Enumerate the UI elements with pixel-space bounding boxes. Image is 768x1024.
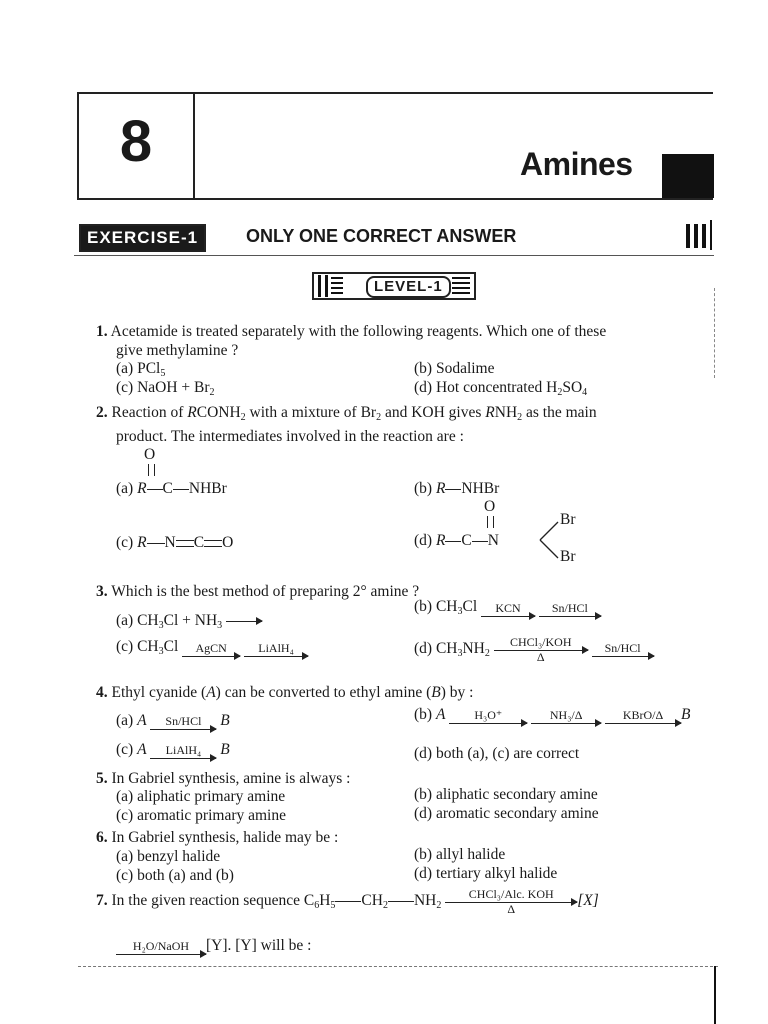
q1-text-1: Acetamide is treated separately with the following reagents. Which one of these: [110, 323, 607, 340]
chapter-number: 8: [119, 109, 153, 174]
q1-number: 1.: [96, 323, 108, 340]
q2-option-d: (d) R C N: [414, 532, 499, 549]
q2-a-double-bond: [148, 464, 155, 476]
q2-d-branch-bonds: [538, 516, 562, 562]
chapter-title-block: [662, 154, 714, 198]
q3-line1: 3. Which is the best method of preparing 2° amine ?: [96, 583, 420, 600]
q1-option-d: (d) Hot concentrated $H_2SO_4$: [414, 379, 588, 398]
q2-d-bromine-2: Br: [560, 548, 576, 565]
q2-line1: 2. Reaction of $RCONH_2$ with a mixture of $Br_2$ and KOH gives $RNH_2$ as the main: [96, 404, 597, 423]
q4-option-c: (c) A LiAlH₄ B: [116, 741, 230, 758]
q3-option-a: (a) $CH_3Cl + NH_3$: [116, 612, 262, 631]
q2-number: 2.: [96, 404, 108, 421]
bottom-edge-line: [714, 966, 716, 1024]
q4-number: 4.: [96, 684, 108, 701]
q3-number: 3.: [96, 583, 108, 600]
q4-option-b: (b) A H₃O⁺ NH₃/Δ KBrO/Δ B: [414, 706, 691, 723]
q6-option-b: (b) allyl halide: [414, 846, 506, 863]
chapter-title: Amines: [520, 146, 633, 182]
q1-option-b: (b) Sodalime: [414, 360, 495, 377]
q1-line1: [96, 322, 606, 341]
q6-option-d: (d) tertiary alkyl halide: [414, 865, 558, 882]
q2-d-bromine-1: Br: [560, 511, 576, 528]
bottom-cut-line: [78, 966, 718, 967]
q4-line1: 4. Ethyl cyanide (A) can be converted to ethyl amine (B) by :: [96, 684, 474, 701]
q4-option-d: (d) both (a), (c) are correct: [414, 745, 580, 762]
level-stripes-icon: [452, 275, 472, 297]
q1-option-a: (a) PCl$_5$: [116, 360, 166, 379]
level-bars-icon: [316, 275, 344, 297]
right-margin-mark: [714, 288, 715, 378]
q2-d-oxygen: O: [484, 498, 496, 515]
q5-option-c: (c) aromatic primary amine: [116, 807, 286, 824]
q2-d-double-bond: [487, 516, 494, 528]
q2-text-2: product. The intermediates involved in the reaction are :: [116, 428, 464, 445]
exercise-title: ONLY ONE CORRECT ANSWER: [246, 226, 517, 246]
q6-line1: 6. In Gabriel synthesis, halide may be :: [96, 829, 339, 846]
q2-a-oxygen: O: [144, 446, 156, 463]
q4-option-a: (a) A Sn/HCl B: [116, 712, 230, 729]
q5-number: 5.: [96, 770, 108, 787]
q5-line1: 5. In Gabriel synthesis, amine is always :: [96, 770, 351, 787]
q2-option-b: (b) R NHBr: [414, 480, 500, 497]
q6-option-c: (c) both (a) and (b): [116, 867, 234, 884]
q3-option-c: (c) $CH_3Cl$ AgCN LiAlH₄: [116, 638, 308, 657]
q2-option-a: (a) R C NHBr: [116, 480, 227, 497]
level-label: LEVEL-1: [366, 276, 451, 298]
q1-text-2: give methylamine ?: [116, 342, 239, 359]
q5-option-a: (a) aliphatic primary amine: [116, 788, 286, 805]
q1-option-c: (c) NaOH + $Br_2$: [116, 379, 215, 398]
q2-option-c: (c) R N C O: [116, 534, 234, 551]
q6-option-a: (a) benzyl halide: [116, 848, 221, 865]
exercise-rule: [74, 255, 714, 256]
q3-option-d: (d) $CH_3NH_2$ CHCl₃/KOH Δ Sn/HCl: [414, 636, 654, 663]
q3-option-b: (b) $CH_3Cl$ KCN Sn/HCl: [414, 598, 601, 617]
q5-option-b: (b) aliphatic secondary amine: [414, 786, 598, 803]
q5-option-d: (d) aromatic secondary amine: [414, 805, 599, 822]
q6-number: 6.: [96, 829, 108, 846]
q7-line1: 7. In the given reaction sequence $C_6H_5$ $CH_2$ $NH_2$ CHCl₃/Alc. KOH Δ [X]: [96, 887, 599, 916]
exercise-label: EXERCISE-1: [79, 224, 206, 252]
q7-line2: H₂O/NaOH [Y]. [Y] will be :: [116, 937, 311, 955]
q7-number: 7.: [96, 892, 108, 910]
exercise-bars-icon: [684, 220, 714, 250]
